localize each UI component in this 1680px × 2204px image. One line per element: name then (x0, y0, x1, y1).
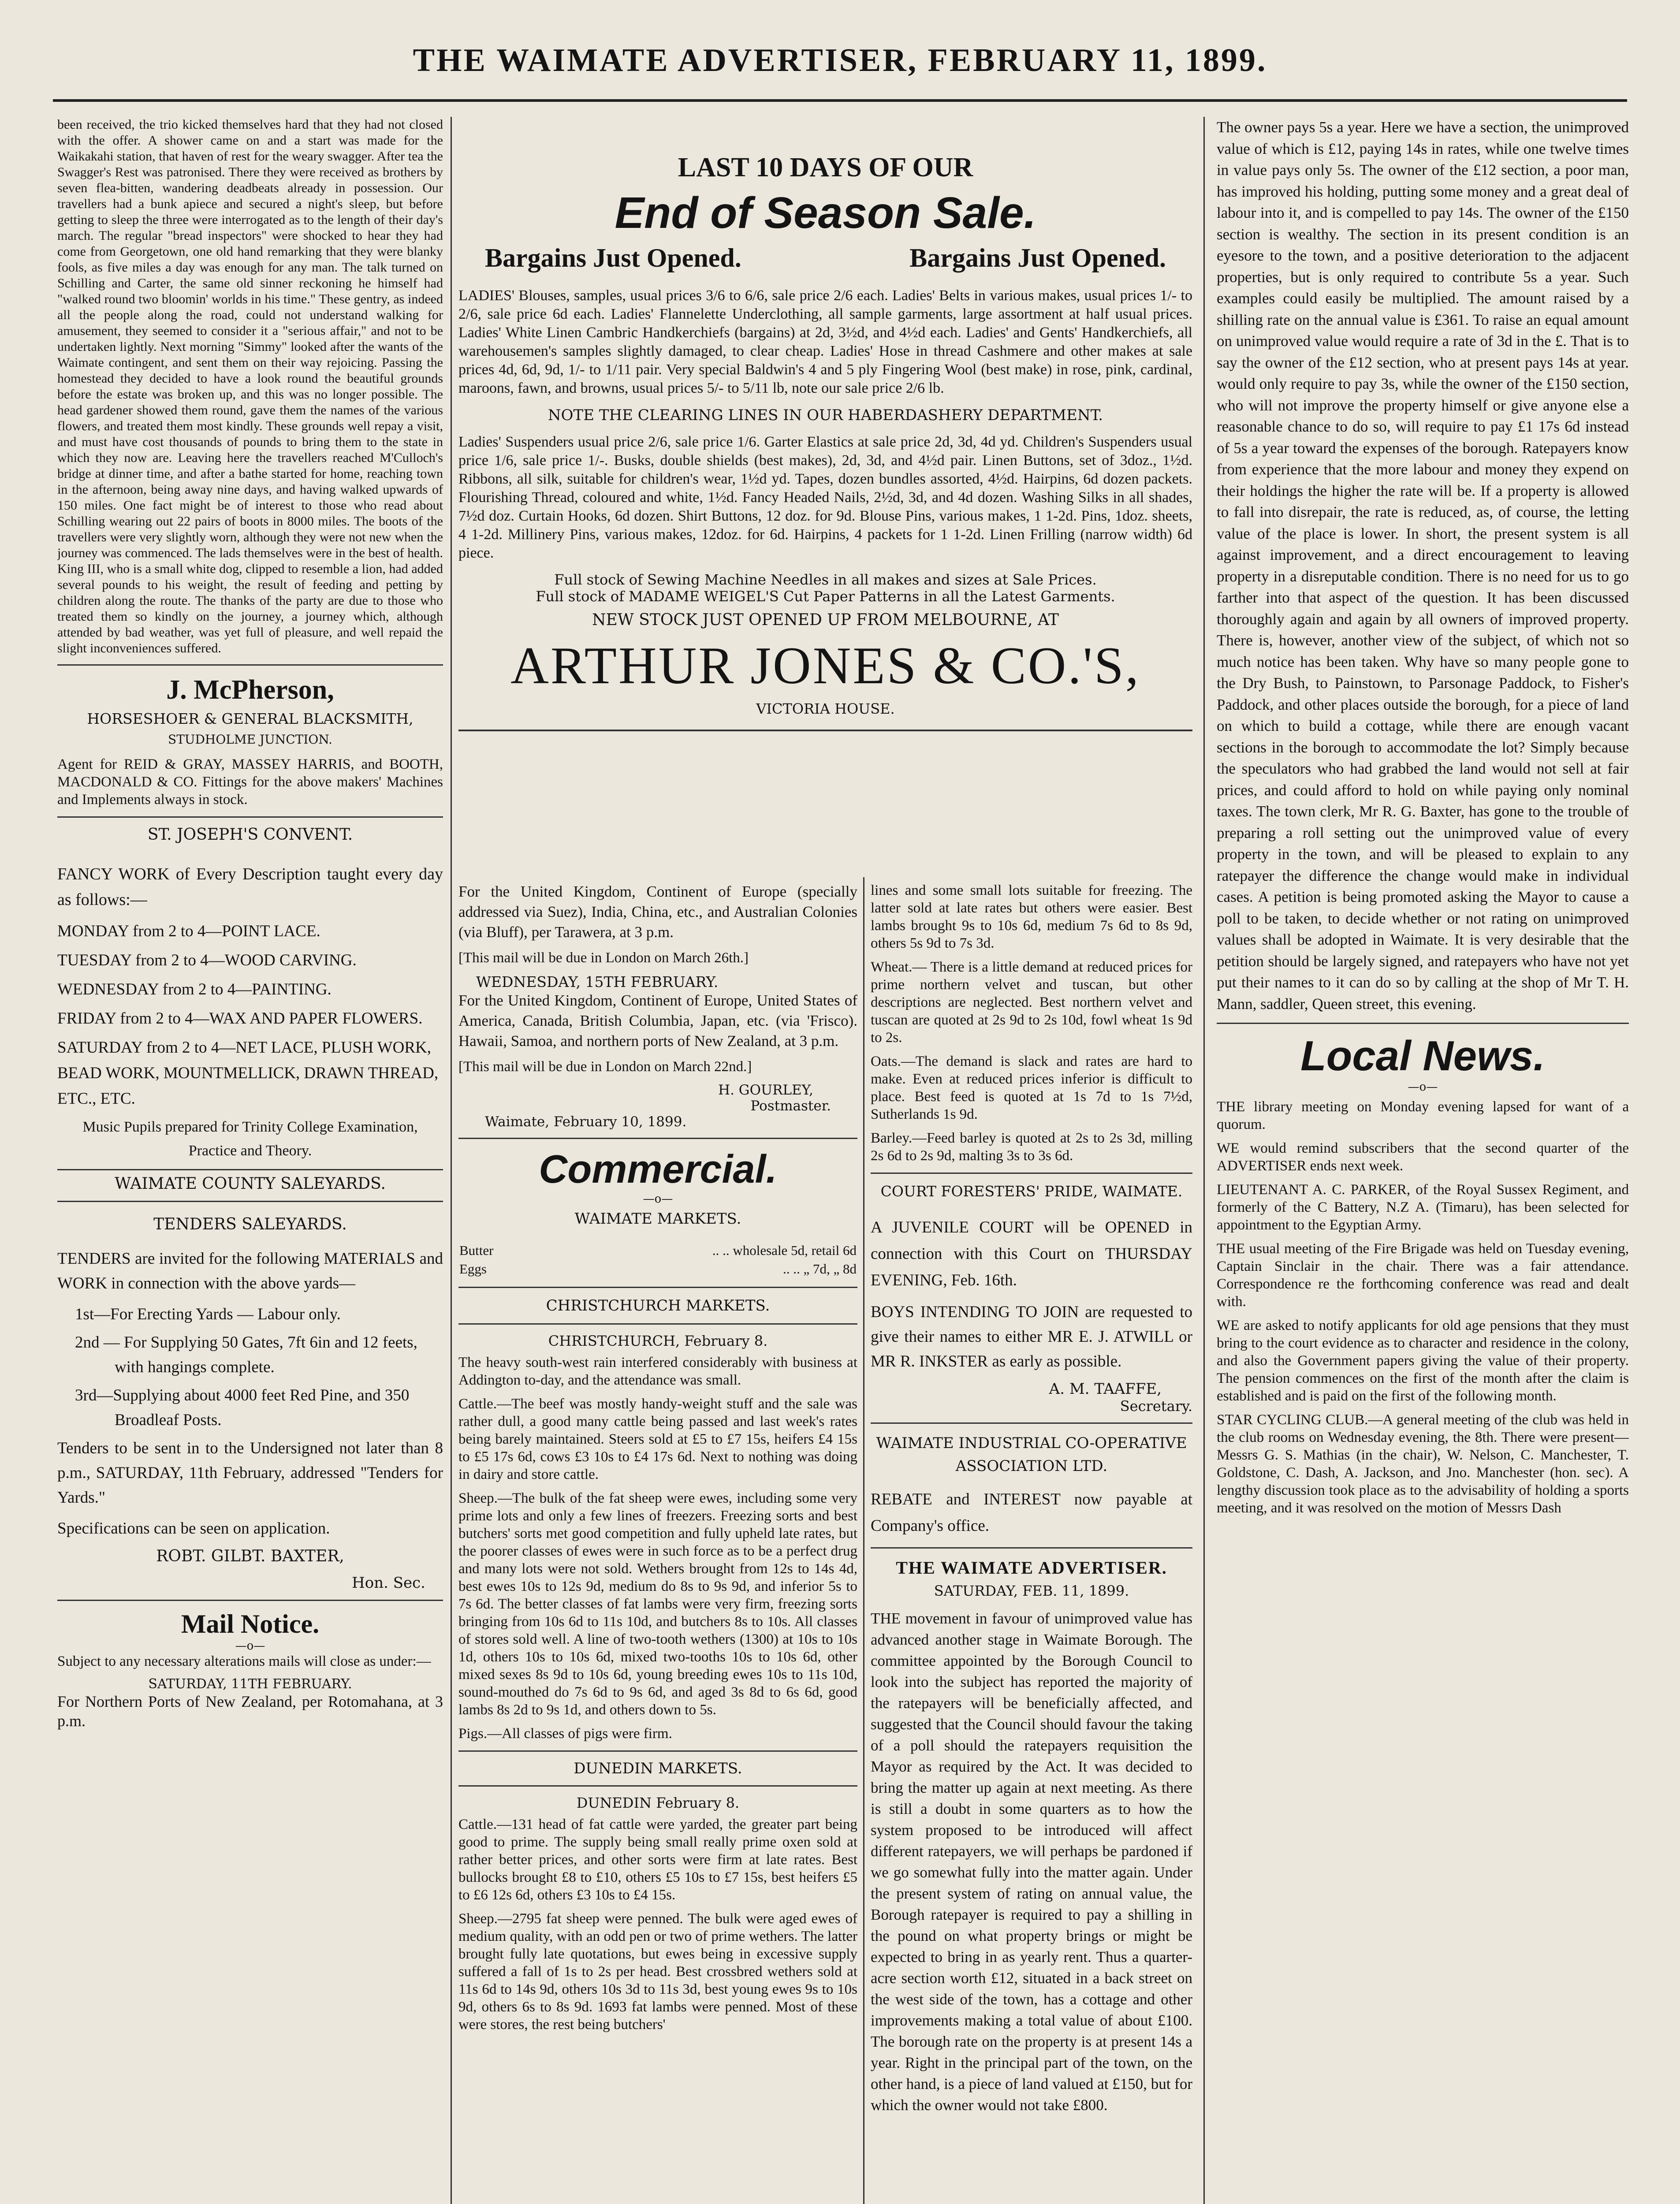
saleyards-signer-title: Hon. Sec. (352, 1574, 425, 1592)
column-1 (57, 117, 443, 1737)
foresters-sign: A. M. TAAFFE, (1049, 1380, 1162, 1398)
convent-line: SATURDAY from 2 to 4—NET LACE, PLUSH WORK, BEAD WORK, MOUNTMELLICK, DRAWN THREAD, ETC., ETC. (57, 1039, 439, 1108)
market-cont: Wheat.— There is a little demand at reduced prices for prime northern velvet and tuscan, but other descriptions are neglected. Best northern velvet and tuscan are quoted at 2s 9d to 2s 10d, fowl wheat 1s 9d to 2s. (871, 959, 1192, 1046)
postmaster-title: Postmaster. (750, 1098, 831, 1114)
advertisement (458, 143, 1192, 731)
markets-title: WAIMATE MARKETS. (574, 1210, 741, 1228)
local-item: STAR CYCLING CLUB.—A general meeting of the club was held in the club rooms on Wednesday evening, the 8th. There were present—Messrs G. S. Mathias (in the chair), W. Nelson, C. Manchester, T. Goldstone, C. Dash, A. Jackson, and Jno. Manchester (hon. sec). A lengthy discussion took place as to the advisability of holding a sports meeting, and it was resolved on the motion of Messrs Dash (1217, 1412, 1629, 1516)
ad-firm: ARTHUR JONES & CO.'S, (510, 636, 1140, 695)
mcpherson-name: J. McPherson, (166, 675, 334, 705)
postmaster-name: H. GOURLEY, (718, 1082, 813, 1098)
ad-newstock: NEW STOCK JUST OPENED UP FROM MELBOURNE, AT (592, 611, 1059, 629)
ad-right-head: Bargains Just Opened. (909, 243, 1166, 272)
masthead: THE WAIMATE ADVERTISER, FEBRUARY 11, 1899. (413, 42, 1267, 78)
ad-left-head: Bargains Just Opened. (485, 243, 741, 272)
mail-note: [This mail will be due in London on March 22nd.] (458, 1059, 752, 1075)
chch-date: CHRISTCHURCH, February 8. (548, 1333, 768, 1349)
dunedin-para: Sheep.—2795 fat sheep were penned. The bulk were aged ewes of medium quality, with an odd pen or two of prime wethers. The latter brought fully late quotations, but ewes being in excessive supply suffered a fall of 1s to 2s per head. Best crossbred wethers sold at 11s 6d to 14s 9d, others 10s 3d to 11s 3d, best young ewes 9s to 10s 9d, others 6s to 8s 9d. 1693 fat lambs were penned. Most of these were stores, the rest being butchers' (458, 1911, 857, 2033)
divider (1217, 1023, 1629, 1024)
column-4 (1217, 117, 1629, 1523)
saleyards-spec: Specifications can be seen on application. (57, 1519, 330, 1538)
convent-line: FRIDAY from 2 to 4—WAX AND PAPER FLOWERS. (57, 1009, 423, 1028)
mail-divider: —o— (235, 1639, 265, 1653)
leader-article: THE movement in favour of unimproved value has advanced another stage in Waimate Borough. The committee appointed by the Borough Council to look into the subject has reported the majority of the ratepayers will be beneficially affected, and suggested that the Council should favour the taking of a poll should the ratepayers requisition the Mayor as required by the Act. It was decided to bring the matter up again at next meeting. As there is still a doubt in some quarters as to how the system proposed to be introduced will affect different ratepayers, we will perhaps be pardoned if we go somewhat fully into the matter again. Under the present system of rating on annual value, the Borough ratepayer is required to pay a shilling in the pound on what property brings or might be expected to bring in as yearly rent. Thus a quarter-acre section worth £12, situated in a back street on the west side of the town, has a cottage and other improvements making a total value of about £100. The borough rate on the property is at present 14s a year. Right in the principal part of the town, on the other hand, is a piece of land valued at £150, but for which the owner would not take £800. (871, 1610, 1192, 2114)
ad-bottom-rule (458, 730, 1192, 731)
saleyards-item: 1st—For Erecting Yards — Labour only. (75, 1305, 341, 1323)
paper-name: THE WAIMATE ADVERTISER. (896, 1558, 1167, 1578)
chch-title: CHRISTCHURCH MARKETS. (546, 1297, 770, 1314)
mcpherson-text: Agent for REID & GRAY, MASSEY HARRIS, and BOOTH, MACDONALD & CO. Fittings for the above makers' Machines and Implements always in stock. (57, 756, 443, 808)
ad-body1: LADIES' Blouses, samples, usual prices 3/6 to 6/6, sale price 2/6 each. Ladies' Belts in various makes, usual prices 1/- to 2/6, sale price 6d each. Ladies' Flannelette Underclothing, all sample garments, large assortment at half usual prices. Ladies' White Linen Cambric Handkerchiefs (bargains) at 2d, 3½d, and 4½d each. Ladies' and Gents' Handkerchiefs, all warehousemen's samples slightly damaged, to clear cheap. Ladies' Hose in thread Cashmere and other makes at sale prices 4d, 6d, 9d, 1/- to 1/11 pair. Very special Baldwin's 4 and 5 ply Fingering Wool (best make) in rose, pink, cardinal, maroons, fawn, and browns, usual prices 5/- to 5/11 lb, note our sale price 2/6 lb. (458, 287, 1192, 396)
mail-continuation: For the United Kingdom, Continent of Europe (specially addressed via Suez), India, China, etc., and Australian Colonies (via Bluff), per Tarawera, at 3 p.m. (458, 883, 857, 941)
ad-full2: Full stock of MADAME WEIGEL'S Cut Paper Patterns in all the Latest Garments. (536, 588, 1115, 605)
mail-intro: Subject to any necessary alterations mails will close as under:— (57, 1653, 431, 1669)
mail-line: For Northern Ports of New Zealand, per Rotomahana, at 3 p.m. (57, 1693, 443, 1730)
saleyards-title: WAIMATE COUNTY SALEYARDS. (115, 1175, 386, 1193)
ad-line1: LAST 10 DAYS OF OUR (678, 153, 973, 182)
divider (458, 1138, 857, 1139)
coop-title: WAIMATE INDUSTRIAL CO-OPERATIVE ASSOCIATION LTD. (876, 1434, 1187, 1475)
local-item: LIEUTENANT A. C. PARKER, of the Royal Sussex Regiment, and formerly of the C Battery, N.Z A. (Timaru), has been selected for appointment to the Egyptian Army. (1217, 1182, 1629, 1233)
mcpherson-trade: HORSESHOER & GENERAL BLACKSMITH, (87, 710, 413, 727)
market-price: .. .. „ 7d, „ 8d (782, 1261, 857, 1277)
table-row (459, 1242, 857, 1259)
column-rule (451, 117, 452, 2204)
convent-title: ST. JOSEPH'S CONVENT. (147, 826, 353, 844)
story-continuation: been received, the trio kicked themselves hard that they had not closed with the offer. A shower came on and a start was made for the Waikakahi station, that haven of rest for the weary swagger. After tea the Swagger's Rest was patronised. There they were received as brothers by seven flea-bitten, wandering deadbeats already in possession. Our travellers had a bunk apiece and secured a night's sleep, but before getting to sleep the three were interrogated as to the length of their day's march. The regular "bread inspectors" were shocked to hear they had come from Georgetown, one old hand remarking that they were blanky fools, as five miles a day was enough for any man. The talk turned on Schilling and Carter, the same old sinner reckoning he himself had "walked round two bloomin' worlds in his time." These gentry, as indeed all the people along the road, could not understand walking for amusement, they seemed to consider it a "serious affair," and not to be undertaken lightly. Next morning "Simmy" looked after the wants of the Waimate contingent, and sent them on their way rejoicing. Passing the homestead they decided to have a look round the beautiful grounds before the estate was broken up, and this was no longer possible. The head gardener showed them round, gave them the names of the various flowers, and treated them most kindly. These grounds well repay a visit, and must have cost thousands of pounds to bring them to the state in which they now are. Leaving here the travellers reached M'Culloch's bridge at dinner time, and after a bathe started for home, reaching town in the afternoon, being away nine days, and having walked upwards of 150 miles. One fact might be of interest to those who read about Schilling wearing out 22 pairs of boots in 8000 miles. The boots of the travellers were very slightly worn, although they were not new when the journey was commenced. The lads themselves were in the best of health. King III, who is a small white dog, clipped to resemble a lion, had added several pounds to his weight, the result of feeding and petting by children along the route. The thanks of the party are due to those who treated them so kindly on the journey, a journey which, although attended by bad weather, was yet full of pleasure, and well repaid the slight inconveniences suffered. (57, 117, 443, 655)
mail-note: [This mail will be due in London on March 26th.] (458, 950, 749, 966)
local-item: THE library meeting on Monday evening lapsed for want of a quorum. (1217, 1099, 1629, 1132)
ad-body2: Ladies' Suspenders usual price 2/6, sale price 1/6. Garter Elastics at sale price 2d, 3d, 4d yd. Children's Suspenders usual price 1/6, sale price 1/-. Busks, double shields (best makes), 2d, 3d, and 4½d pair. Linen Buttons, set of 3doz., 1½d. Ribbons, all silk, suitable for children's wear, 1½d yd. Tapes, dozen bundles assorted, 4½d. Hairpins, 6d dozen packets. Flourishing Thread, coloured and white, 1½d. Fancy Headed Nails, 2½d, 3d, and 4d dozen. Washing Silks in all shades, 7½d doz. Curtain Hooks, 6d dozen. Shirt Buttons, 12 doz. for 9d. Blouse Pins, various makes, 1 1-2d. Pins, 1doz. sheets, 4 1-2d. Millinery Pins, various makes, 12doz. for 6d. Hairpins, 4 packets for 1 1-2d. Linen Frilling (narrow width) 6d piece. (458, 434, 1192, 561)
foresters-text2: BOYS INTENDING TO JOIN are requested to give their names to either MR E. J. ATWILL or MR R. INKSTER as early as possible. (871, 1303, 1192, 1370)
convent-line: WEDNESDAY from 2 to 4—PAINTING. (57, 980, 332, 998)
divider (57, 664, 443, 666)
column-rule (863, 877, 864, 2204)
divider (57, 1600, 443, 1601)
divider (57, 816, 443, 818)
column-3 (871, 882, 1192, 2122)
dunedin-date: DUNEDIN February 8. (576, 1794, 740, 1811)
ad-notice: NOTE THE CLEARING LINES IN OUR HABERDASHERY DEPARTMENT. (548, 406, 1103, 424)
convent-intro: FANCY WORK of Every Description taught every day as follows:— (57, 865, 443, 909)
divider (871, 1173, 1192, 1174)
divider (458, 1785, 857, 1787)
dunedin-title: DUNEDIN MARKETS. (574, 1760, 742, 1777)
divider (57, 1201, 443, 1202)
dunedin-para: Cattle.—131 head of fat cattle were yarded, the greater part being good to prime. The supply being small really prime oxen sold at rather better prices, and other sorts were firm at late rates. Best bullocks brought £8 to £10, others £5 10s to £7 15s, best heifers £5 to £6 12s 6d, others £3 10s to £4 15s. (458, 1817, 857, 1903)
divider (458, 1287, 857, 1288)
ad-line2: End of Season Sale. (615, 188, 1036, 238)
saleyards-subtitle: TENDERS SALEYARDS. (153, 1215, 347, 1233)
mail-continuation: For the United Kingdom, Continent of Europe, United States of America, Canada, British Columbia, Japan, etc. (via 'Frisco). Hawaii, Samoa, and northern ports of New Zealand, at 3 p.m. (458, 992, 857, 1050)
divider (458, 1750, 857, 1752)
convent-line: MONDAY from 2 to 4—POINT LACE. (57, 922, 320, 940)
postmaster-date: Waimate, February 10, 1899. (485, 1114, 687, 1130)
divider (458, 1323, 857, 1325)
chch-para: Sheep.—The bulk of the fat sheep were ewes, including some very prime lots and only a few lines of freezers. Freezing sorts and best butchers' sorts met good competition and fully upheld late rates, but the poorer classes of ewes were in such force as to be a perfect drug and many lots were not sold. Wethers brought from 12s to 14s 4d, best ewes 10s to 12s 9d, medium do 8s to 9s 9d, and inferior 5s to 7s 6d. The better classes of fat lambs were very firm, freezing sorts bringing from 10s 6d to 11s 10d, and butchers 8s to 10s. All classes of stores sold well. A line of two-tooth wethers (1300) at 10s to 10s 1d, others 10s to 10s 6d, mixed two-tooths 10s to 10s 6d, other mixed sexes 8s 9d to 10s 6d, young breeding ewes 10s to 11s 10d, sound-mouthed do 7s 6d to 9s 6d, and aged 3s 8d to 6s 6d, good lambs 8s 2d to 9s 1d, and others down to 5s. (458, 1490, 857, 1718)
local-item: WE are asked to notify applicants for old age pensions that they must bring to the court evidence as to character and residence in the colony, and also the Government papers giving the value of their property. The pension commences on the first of the month after the claim is established and is paid on the first of the following month. (1217, 1318, 1629, 1404)
masthead-rule (53, 99, 1627, 102)
chch-para: Cattle.—The beef was mostly handy-weight stuff and the sale was rather dull, a good many cattle being passed and last week's rates being barely maintained. Steers sold at £5 to £7 15s, heifers £4 15s to £5 17s 6d, cows £3 10s to £4 17s 6d. Next to nothing was doing in dairy and store cattle. (458, 1396, 857, 1482)
coop-text: REBATE and INTEREST now payable at Company's office. (871, 1490, 1192, 1535)
ad-full1: Full stock of Sewing Machine Needles in all makes and sizes at Sale Prices. (554, 571, 1097, 588)
market-cont: Barley.—Feed barley is quoted at 2s to 2s 3d, milling 2s 6d to 2s 9d, malting 3s to 3s 6d. (871, 1130, 1192, 1164)
commercial-title: Commercial. (539, 1147, 777, 1191)
table-row (459, 1260, 857, 1278)
mail-day: WEDNESDAY, 15TH FEBRUARY. (476, 973, 719, 990)
saleyards-signer: ROBT. GILBT. BAXTER, (156, 1547, 344, 1565)
column-2 (458, 882, 857, 2040)
saleyards-intro: TENDERS are invited for the following MATERIALS and WORK in connection with the above yards— (57, 1250, 443, 1292)
market-item: Eggs (459, 1261, 487, 1277)
mail-day: SATURDAY, 11TH FEBRUARY. (148, 1676, 352, 1692)
foresters-text: A JUVENILE COURT will be OPENED in connection with this Court on THURSDAY EVENING, Feb. 16th. (871, 1218, 1192, 1289)
divider (871, 1547, 1192, 1549)
chch-para: The heavy south-west rain interfered considerably with business at Addington to-day, and the attendance was small. (458, 1355, 857, 1388)
saleyards-item: 3rd—Supplying about 4000 feet Red Pine, and 350 Broadleaf Posts. (75, 1386, 410, 1429)
mcpherson-place: STUDHOLME JUNCTION. (168, 732, 332, 747)
local-news-title: Local News. (1300, 1032, 1545, 1080)
local-item: THE usual meeting of the Fire Brigade was held on Tuesday evening, Captain Sinclair in the chair. There was a fair attendance. Correspondence re the forthcoming conference was read and dealt with. (1217, 1241, 1629, 1310)
column-rule (1203, 117, 1205, 2204)
section-divider: —o— (643, 1192, 673, 1206)
ad-house: VICTORIA HOUSE. (756, 700, 895, 717)
market-cont: Oats.—The demand is slack and rates are hard to make. Even at reduced prices inferior is difficult to place. Best feed is quoted at 1s 7d to 1s 7½d, Sutherlands 1s 9d. (871, 1054, 1192, 1122)
convent-line: TUESDAY from 2 to 4—WOOD CARVING. (57, 951, 357, 969)
saleyards-item: 2nd — For Supplying 50 Gates, 7ft 6in and 12 feets, with hangings complete. (75, 1333, 417, 1376)
markets-table (458, 1241, 857, 1279)
market-item: Butter (459, 1243, 494, 1258)
foresters-title: COURT FORESTERS' PRIDE, WAIMATE. (880, 1183, 1183, 1200)
chch-para: Pigs.—All classes of pigs were firm. (458, 1726, 672, 1742)
divider (871, 1422, 1192, 1424)
divider (57, 1169, 443, 1170)
section-divider: —o— (1408, 1080, 1438, 1094)
local-item: WE would remind subscribers that the second quarter of the ADVERTISER ends next week. (1217, 1140, 1629, 1174)
leader-continuation: The owner pays 5s a year. Here we have a section, the unimproved value of which is £12, paying 14s in rates, while one twelve times in value pays only 5s. The owner of the £12 section, a poor man, has improved his holding, putting some money and a great deal of labour into it, and is compelled to pay 14s. The owner of the £150 section is wealthy. The section in its present condition is an eyesore to the town, and a positive deterioration to the adjacent properties, but is only required to contribute 5s a year. Such examples could easily be multiplied. The amount raised by a shilling rate on the annual value is £361. To raise an equal amount on unimproved value would require a rate of 3d in the £. That is to say the owner of the £12 section, who at present pays 14s at year. would only require to pay 3s, while the owner of the £150 section, who will not improve the property himself or give anyone else a reasonable chance to do so, will require to pay £1 17s 6d instead of 5s a year toward the expenses of the borough. Ratepayers know from experience that the more labour and money they expend on their holdings the higher the rate will be. If a property is allowed to fall into disrepair, the rate is reduced, as, of course, the letting value of the place is lower. In short, the present system is all against improvement, and a direct encouragement to leaving property in a disreputable condition. There is no need for us to go farther into that aspect of the question. It has been discussed thoroughly again and again by all owners of improved property. There is, however, another view of the subject, of which not so much notice has been taken. Why have so many people gone to the Dry Bush, to Painstown, to Parsonage Paddock, to Fisher's Paddock, and other places outside the borough, for a piece of land on which to build a cottage, while there are enough vacant sections in the borough to accommodate the lot? Simply because the speculators who had grabbed the land would not sell at fair prices, and could afford to hold on while paying only nominal taxes. The town clerk, Mr R. G. Baxter, has gone to the trouble of preparing a roll setting out the unimproved value of every property in the town, and will be pleased to explain to any ratepayer the difference the change would make in individual cases. A petition is being promoted asking the Mayor to cause a poll to be taken, to decide whether or not rating on unimproved values shall be adopted in Waimate. It is very desirable that the petition should be largely signed, and ratepayers who have not yet put their names to it can do so by calling at the shop of Mr T. H. Mann, saddler, Queen street, this evening. (1217, 119, 1629, 1013)
saleyards-deadline: Tenders to be sent in to the Undersigned not later than 8 p.m., SATURDAY, 11th February, addressed "Tenders for Yards." (57, 1439, 443, 1507)
convent-footer: Music Pupils prepared for Trinity College Examination, Practice and Theory. (82, 1119, 418, 1159)
paper-date: SATURDAY, FEB. 11, 1899. (934, 1582, 1129, 1599)
mail-title: Mail Notice. (181, 1609, 320, 1638)
foresters-sign-title: Secretary. (1120, 1398, 1192, 1415)
market-cont: lines and some small lots suitable for freezing. The latter sold at late rates but others were easier. Best lambs brought 9s to 10s 6d, medium 7s 6d to 8s 9d, others 5s 9d to 7s 3d. (871, 882, 1192, 951)
market-price: .. .. wholesale 5d, retail 6d (712, 1243, 857, 1258)
